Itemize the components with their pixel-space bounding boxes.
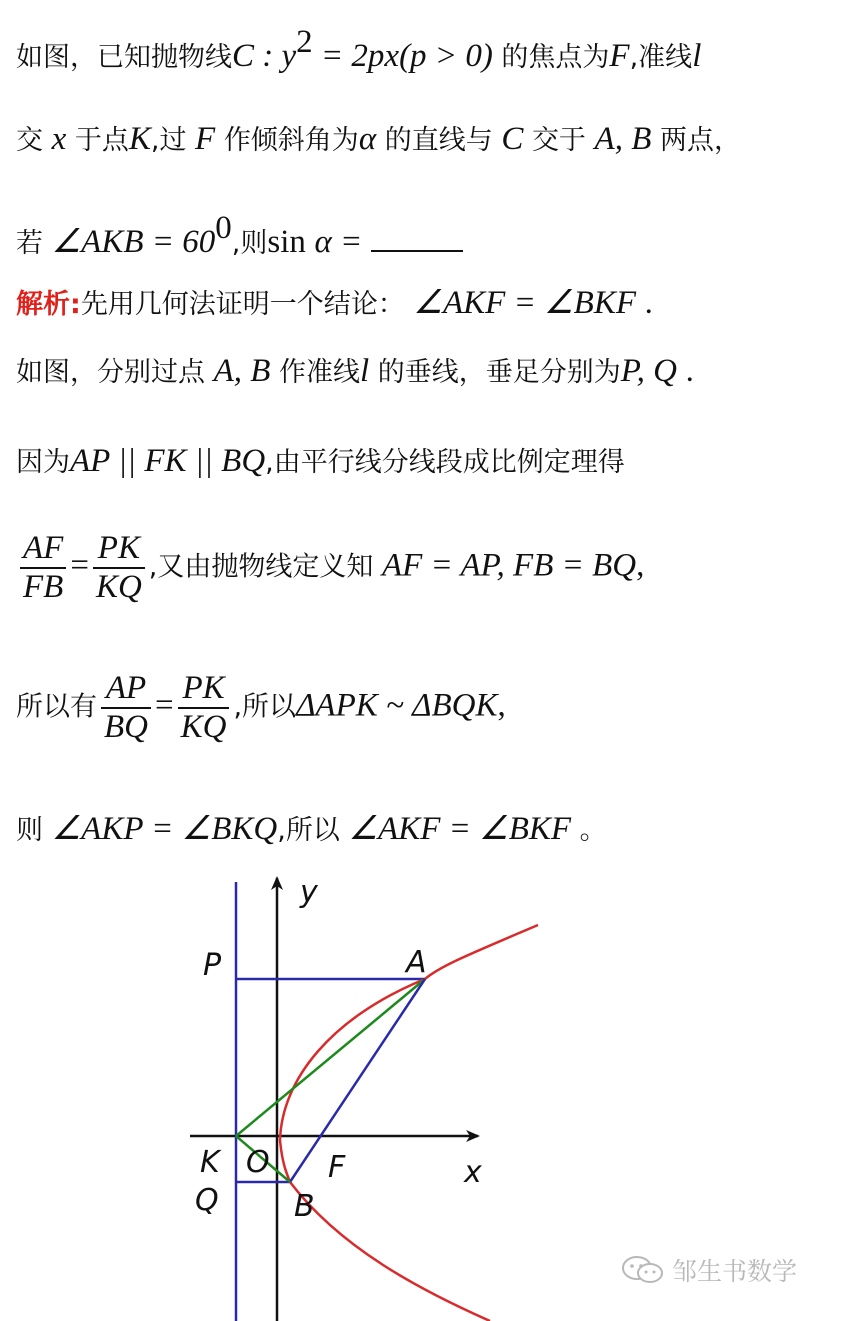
fraction-pk-kq [178, 670, 230, 746]
label-b: B [294, 1189, 315, 1224]
punct: 。 [579, 815, 607, 846]
math-segment: F [609, 38, 630, 74]
text-segment: ,所以 [233, 691, 297, 723]
math-segment: l [360, 353, 370, 389]
fraction-pk-kq [93, 530, 145, 606]
label-a: A [406, 945, 427, 980]
solution-line-2 [16, 350, 694, 390]
text-segment: ,准线 [629, 42, 693, 73]
text-segment: ,则 [231, 228, 268, 259]
segment-af [290, 979, 425, 1182]
label-y: y [300, 875, 318, 910]
text-segment: ,所以 [277, 815, 340, 846]
math-segment: K [128, 121, 151, 157]
text-segment: ,过 [150, 125, 187, 156]
math-segment: ∠AKB = 60 [51, 224, 216, 260]
fraction-denominator: FB [20, 567, 66, 606]
text-segment: 于点 [74, 125, 129, 156]
wechat-icon [620, 1255, 666, 1285]
math-segment: = [155, 687, 174, 724]
label-x: x [464, 1155, 482, 1190]
math-segment: x [51, 121, 67, 157]
text-segment: 两点， [659, 125, 741, 156]
solution-line-1 [16, 282, 653, 322]
watermark [620, 1252, 797, 1288]
math-segment: AP || FK || BQ [70, 443, 266, 479]
math-segment: l [692, 38, 702, 74]
math-superscript: 0 [215, 210, 232, 246]
punct: . [685, 353, 694, 389]
fraction-denominator: BQ [101, 707, 151, 746]
text-segment: 的直线与 [384, 125, 493, 156]
math-segment: C [501, 121, 524, 157]
math-segment: ∠AKF = ∠BKF [348, 811, 572, 847]
label-o: O [246, 1145, 270, 1180]
text-segment: 的焦点为 [501, 42, 610, 73]
math-segment: A, B [213, 353, 271, 389]
math-segment: ∠AKP = ∠BKQ [51, 811, 278, 847]
fraction-numerator: PK [97, 530, 140, 566]
math-segment: AF = AP, FB = BQ [381, 547, 637, 584]
label-q: Q [195, 1183, 219, 1218]
math-segment: = 2px(p > 0) [312, 38, 493, 74]
text-segment: ,由平行线分线段成比例定理得 [265, 447, 625, 478]
fraction-denominator: KQ [93, 567, 145, 606]
fraction-ap-bq [101, 670, 151, 746]
math-segment: = [70, 547, 89, 584]
fraction-numerator: AF [23, 530, 64, 566]
math-segment: ΔAPK ~ ΔBQK [296, 687, 498, 724]
parabola-curve [280, 925, 538, 1321]
punct: , [497, 687, 506, 724]
text-segment: 若 [16, 228, 43, 259]
math-segment: α [358, 121, 377, 157]
answer-blank [371, 226, 463, 252]
segment-ka [236, 979, 425, 1136]
text-segment: 先用几何法证明一个结论： [80, 289, 405, 320]
analysis-label: 解析: [16, 289, 81, 320]
solution-line-5 [16, 670, 506, 746]
text-segment: 如图，分别过点 [16, 357, 205, 388]
math-segment: α = [314, 224, 363, 260]
label-k: K [200, 1145, 220, 1180]
problem-line-1 [16, 24, 702, 75]
solution-line-6 [16, 808, 607, 848]
label-p: P [203, 948, 222, 983]
text-segment: 所以有 [16, 691, 97, 723]
fraction-numerator: AP [105, 670, 147, 706]
fraction-af-fb [20, 530, 66, 606]
watermark-text: 邹生书数学 [672, 1257, 798, 1286]
label-f: F [328, 1150, 346, 1185]
text-segment: 的垂线，垂足分别为 [377, 357, 621, 388]
math-segment: sin [267, 224, 306, 260]
math-segment: C : y [232, 38, 297, 74]
text-segment: ,又由抛物线定义知 [148, 551, 374, 583]
text-segment: 作倾斜角为 [223, 125, 359, 156]
text-segment: 交 [16, 125, 43, 156]
text-segment: 则 [16, 815, 43, 846]
math-superscript: 2 [296, 24, 313, 60]
math-segment: A, B [594, 121, 652, 157]
text-segment: 交于 [531, 125, 586, 156]
math-segment: F [195, 121, 216, 157]
text-segment: 作准线 [279, 357, 361, 388]
text-segment: 因为 [16, 447, 70, 478]
math-segment: P, Q [620, 353, 678, 389]
fraction-denominator: KQ [178, 707, 230, 746]
problem-line-2 [16, 118, 741, 158]
math-segment: ∠AKF = ∠BKF [413, 285, 636, 321]
solution-line-3 [16, 440, 625, 480]
punct: . [644, 285, 653, 321]
fraction-numerator: PK [182, 670, 225, 706]
punct: , [636, 547, 645, 584]
solution-line-4 [16, 530, 644, 606]
problem-line-3 [16, 210, 463, 261]
text-segment: 如图，已知抛物线 [16, 42, 232, 73]
